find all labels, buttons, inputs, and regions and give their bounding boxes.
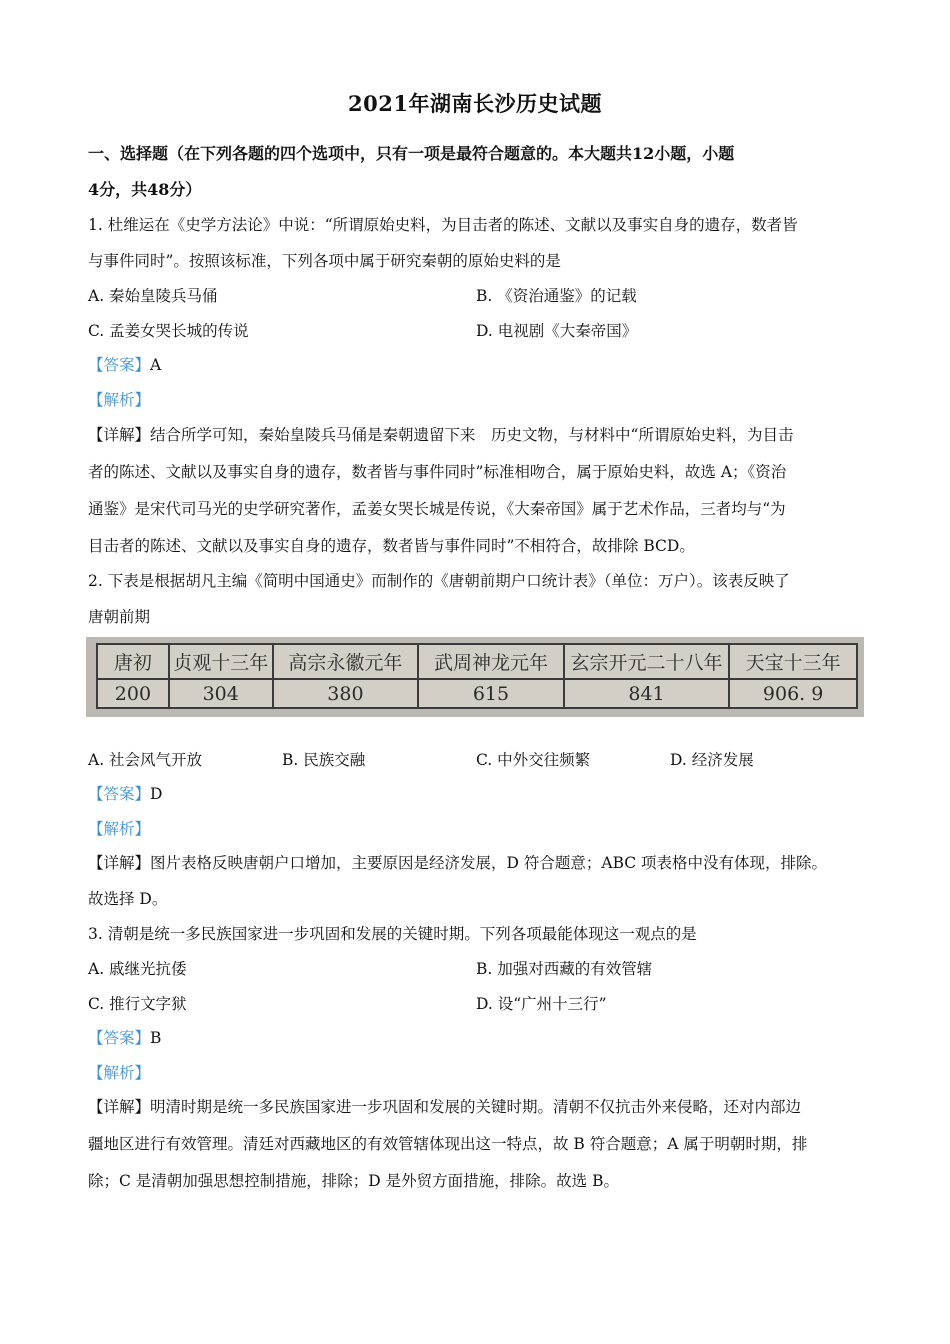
q1-detail-text: 结合所学可知，秦始皇陵兵马俑是秦朝遗留下来 历史文物，与材料中“所谓原始史料，为目击 [150, 426, 794, 444]
q2-option-a: A. 社会风气开放 [88, 751, 203, 769]
table-cell: 304 [169, 679, 273, 708]
table-header-cell: 天宝十三年 [729, 644, 857, 679]
q1-analysis [88, 389, 878, 411]
q3-detail-text: 明清时期是统一多民族国家进一步巩固和发展的关键时期。清朝不仅抗击外来侵略，还对内部边 [150, 1098, 802, 1116]
q1-stem-line-1: 1. 杜维运在《史学方法论》中说：“所谓原始史料，为目击者的陈述、文献以及事实自身的遗存，数者皆 [88, 216, 798, 234]
q3-detail-line-3: 除；C 是清朝加强思想控制措施，排除；D 是外贸方面措施，排除。故选 B。 [88, 1172, 619, 1190]
q2-detail-text: 图片表格反映唐朝户口增加，主要原因是经济发展，D 符合题意；ABC 项表格中没有体现，排除。 [150, 854, 828, 872]
q1-detail-line-4: 目击者的陈述、文献以及事实自身的遗存，数者皆与事件同时”不相符合，故排除 BCD。 [88, 537, 695, 555]
q2-option-d: D. 经济发展 [670, 751, 754, 769]
q3-answer-value: B [150, 1029, 162, 1047]
q1-answer [88, 354, 878, 376]
table-row [97, 679, 857, 708]
q1-option-d: D. 电视剧《大秦帝国》 [476, 322, 638, 340]
q2-detail-line-2: 故选择 D。 [88, 890, 168, 908]
q3-detail-line-2: 疆地区进行有效管理。清廷对西藏地区的有效管辖体现出这一特点，故 B 符合题意；A 属于明朝时期，排 [88, 1135, 808, 1153]
q3-detail-line-1 [88, 1096, 878, 1118]
section-heading-line-1: 一、选择题（在下列各题的四个选项中，只有一项是最符合题意的。本大题共12小题，小题 [88, 144, 735, 163]
q1-detail-line-1 [88, 424, 878, 446]
q2-option-b: B. 民族交融 [282, 751, 366, 769]
page-title: 2021年湖南长沙历史试题 [348, 91, 602, 116]
table-header-cell: 高宗永徽元年 [273, 644, 419, 679]
q1-option-c: C. 孟姜女哭长城的传说 [88, 322, 249, 340]
q1-detail-line-3: 通鉴》是宋代司马光的史学研究著作，孟姜女哭长城是传说，《大秦帝国》属于艺术作品，三者均与“为 [88, 500, 786, 518]
population-table [96, 643, 858, 709]
q1-option-a: A. 秦始皇陵兵马俑 [88, 287, 218, 305]
table-header-cell: 玄宗开元二十八年 [564, 644, 730, 679]
table-header-row [97, 644, 857, 679]
table-cell: 615 [418, 679, 564, 708]
q2-answer-value: D [150, 785, 163, 803]
table-header-cell: 唐初 [97, 644, 169, 679]
table-header-cell: 贞观十三年 [169, 644, 273, 679]
q2-detail-line-1 [88, 852, 878, 874]
q3-answer [88, 1027, 878, 1049]
q2-stem-line-1: 2. 下表是根据胡凡主编《简明中国通史》而制作的《唐朝前期户口统计表》（单位：万户）。该表反映了 [88, 572, 790, 590]
answer-tag: 【答案】 [88, 356, 151, 374]
detail-tag: 【详解】 [88, 1098, 151, 1116]
analysis-tag: 【解析】 [88, 1064, 151, 1082]
analysis-tag: 【解析】 [88, 391, 151, 409]
q2-answer [88, 783, 878, 805]
q2-stem-line-2: 唐朝前期 [88, 608, 151, 626]
q3-option-d: D. 设“广州十三行” [476, 995, 607, 1013]
q1-detail-line-2: 者的陈述、文献以及事实自身的遗存，数者皆与事件同时”标准相吻合，属于原始史料，故选 A；《资治 [88, 463, 787, 481]
section-heading-line-2: 4分，共48分） [88, 180, 202, 199]
q3-analysis [88, 1062, 878, 1084]
table-cell: 380 [273, 679, 419, 708]
q2-analysis [88, 818, 878, 840]
q3-option-b: B. 加强对西藏的有效管辖 [476, 960, 653, 978]
answer-tag: 【答案】 [88, 1029, 151, 1047]
detail-tag: 【详解】 [88, 426, 151, 444]
q1-option-b: B. 《资治通鉴》的记载 [476, 287, 637, 305]
q3-option-c: C. 推行文字狱 [88, 995, 187, 1013]
q3-option-a: A. 戚继光抗倭 [88, 960, 187, 978]
table-cell: 841 [564, 679, 730, 708]
table-cell: 906. 9 [729, 679, 857, 708]
table-cell: 200 [97, 679, 169, 708]
q1-answer-value: A [150, 356, 162, 374]
population-table-photo [86, 637, 864, 717]
q3-stem: 3. 清朝是统一多民族国家进一步巩固和发展的关键时期。下列各项最能体现这一观点的是 [88, 925, 697, 943]
answer-tag: 【答案】 [88, 785, 151, 803]
detail-tag: 【详解】 [88, 854, 151, 872]
analysis-tag: 【解析】 [88, 820, 151, 838]
q1-stem-line-2: 与事件同时”。按照该标准，下列各项中属于研究秦朝的原始史料的是 [88, 252, 561, 270]
q2-option-c: C. 中外交往频繁 [476, 751, 591, 769]
table-header-cell: 武周神龙元年 [418, 644, 564, 679]
